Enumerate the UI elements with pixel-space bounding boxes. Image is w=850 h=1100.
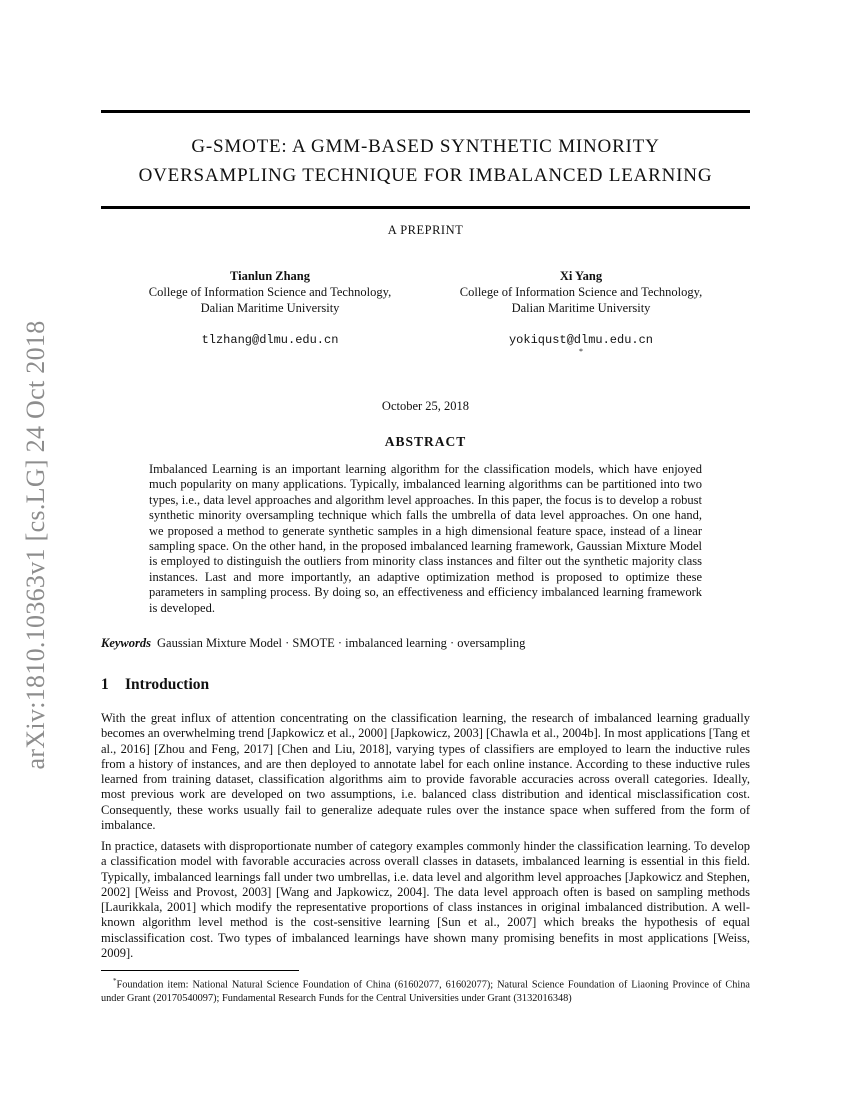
author-name: Xi Yang <box>559 269 603 283</box>
footnote <box>101 975 750 1005</box>
author-affiliation: College of Information Science and Technology, <box>459 285 703 299</box>
section-heading <box>101 676 209 694</box>
author-name: Tianlun Zhang <box>229 269 311 283</box>
section-number: 1 <box>101 676 109 693</box>
title-top-rule <box>101 110 750 113</box>
footnote-text: Foundation item: National Natural Science Foundation of China (61602077, 61602077); Natural Science Foundation of Liaoning Province of China under Grant (20170540097); Fundamental Research Funds for the Central Universities under Grant (3132016348) <box>101 979 750 1004</box>
section-title: Introduction <box>125 676 210 693</box>
author-affiliation: Dalian Maritime University <box>511 301 651 315</box>
author-block <box>431 268 731 356</box>
author-block <box>120 268 420 348</box>
footnote-marker: * <box>579 347 583 356</box>
author-email[interactable]: tlzhang@dlmu.edu.cn <box>201 333 339 347</box>
paper-title-line-2: OVERSAMPLING TECHNIQUE FOR IMBALANCED LEARNING <box>138 165 713 186</box>
keywords-label: Keywords <box>101 636 151 650</box>
abstract-text: Imbalanced Learning is an important learning algorithm for the classification models, which have enjoyed much popularity on many applications. Typically, imbalanced learning algorithms can be partitioned into two types, i.e., data level approaches and algorithm level approaches. In this paper, the focus is to develop a robust synthetic minority oversampling technique which falls the umbrella of data level approaches. On one hand, we proposed a method to generate synthetic samples in a high dimensional feature space, instead of a linear sampling space. On the other hand, in the proposed imbalanced learning framework, Gaussian Mixture Model is employed to distinguish the outliers from minority class instances and filter out the synthetic majority class instances. Last and more importantly, an adaptive optimization method is proposed to optimize these parameters in sampling process. By doing so, an effectiveness and efficiency imbalanced learning framework is developed. <box>149 462 702 615</box>
author-email[interactable]: yokiqust@dlmu.edu.cn <box>508 333 654 347</box>
footnote-mark: * <box>113 977 117 985</box>
keywords-line <box>101 636 750 651</box>
preprint-label: A PREPRINT <box>387 223 464 237</box>
abstract-heading: ABSTRACT <box>384 434 467 449</box>
paper-date: October 25, 2018 <box>381 399 470 413</box>
author-affiliation: Dalian Maritime University <box>200 301 340 315</box>
paper-title-line-1: G-SMOTE: A GMM-BASED SYNTHETIC MINORITY <box>191 136 660 157</box>
title-bottom-rule <box>101 206 750 209</box>
intro-paragraph-2: In practice, datasets with disproportionate number of category examples commonly hinder the classification learning. To develop a classification model with favorable accuracies across overall classes in datasets, imbalanced learning is essential in this field. Typically, imbalanced learnings fall under two umbrellas, i.e. data level and algorithm level approaches [Japkowicz and Stephen, 2002] [Weiss and Provost, 2003] [Wang and Japkowicz, 2004]. The data level approach often is based on sampling methods [Laurikkala, 2001] which modify the representative proportions of class instances in original imbalanced distribution. A well-known algorithm level method is the cost-sensitive learning [Sun et al., 2007] which breaks the hypothesis of equal misclassification cost. Two types of imbalanced learnings have shown many promising benefits in most applications [Weiss, 2009]. <box>101 839 750 961</box>
footnote-rule <box>101 970 299 971</box>
arxiv-stamp: arXiv:1810.10363v1 [cs.LG] 24 Oct 2018 <box>21 320 50 770</box>
intro-paragraph-1: With the great influx of attention concentrating on the classification learning, the research of imbalanced learning gradually becomes an overwhelming trend [Japkowicz et al., 2000] [Japkowicz, 2003] [Chawla et al., 2004b]. In most applications [Tang et al., 2016] [Zhou and Feng, 2017] [Chen and Liu, 2018], varying types of classifiers are employed to learn the inductive rules from a history of instances, and are then deployed to annotate label for each online instance. According to these inductive rules learned from training dataset, classification algorithms aim to provide favorable accuracies across overall categories. Ideally, most previous work are developed on two assumptions, i.e. balanced class distribution and identical misclassification cost. Consequently, these works usually fail to generalize adequate rules over the instance space when suffered from the form of imbalance. <box>101 711 750 833</box>
keywords-text: Gaussian Mixture Model · SMOTE · imbalanced learning · oversampling <box>157 636 526 650</box>
author-affiliation: College of Information Science and Technology, <box>148 285 392 299</box>
